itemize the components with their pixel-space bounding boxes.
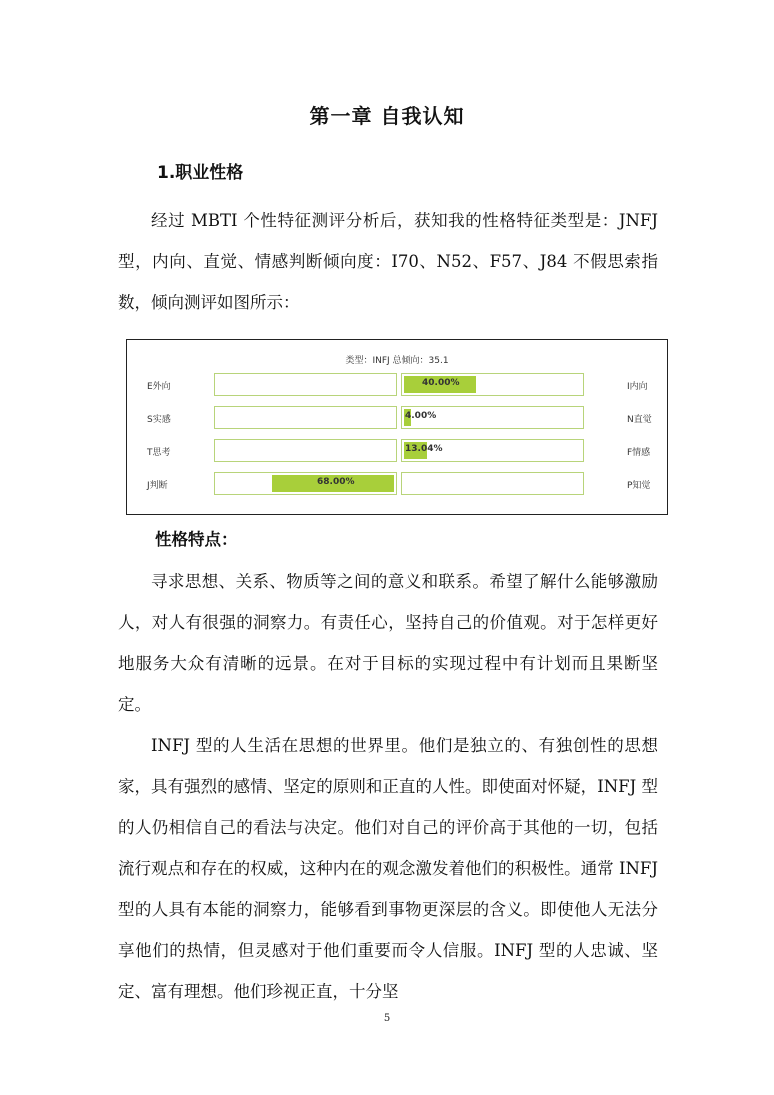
bar-box-left-ei bbox=[214, 373, 397, 396]
right-label-i: I内向 bbox=[627, 382, 648, 392]
right-label-p: P知觉 bbox=[627, 481, 651, 491]
bar-box-right-sn bbox=[401, 406, 584, 429]
page-number: 5 bbox=[383, 1013, 391, 1024]
infj-description-paragraph: INFJ 型的人生活在思想的世界里。他们是独立的、有独创性的思想家，具有强烈的感情、坚定的原则和正直的人性。即使面对怀疑，INFJ 型的人仍相信自己的看法与决定。他们对自己的评价高于其他的一切，包括流行观点和存在的权威，这种内在的观念激发着他们的积极性。通常 INFJ 型的人具有本能的洞察力，能够看到事物更深层的含义。即使他人无法分享他们的热情，但灵感对于他们重要而令人信服。INFJ 型的人忠诚、坚定、富有理想。他们珍视正直，十分坚 bbox=[118, 736, 658, 1001]
chart-row-ei bbox=[127, 373, 667, 396]
bar-box-left-tf bbox=[214, 439, 397, 462]
bar-value-label-ei: 40.00% bbox=[422, 378, 460, 388]
bar-box-right-ei bbox=[401, 373, 584, 396]
bar-value-label-tf: 13.04% bbox=[405, 444, 443, 454]
left-label-s: S实感 bbox=[147, 415, 171, 425]
left-label-e: E外向 bbox=[147, 382, 171, 392]
left-label-t: T思考 bbox=[147, 448, 171, 458]
bar-box-left-sn bbox=[214, 406, 397, 429]
chart-row-jp bbox=[127, 472, 667, 495]
intro-paragraph: 经过 MBTI 个性特征测评分析后，获知我的性格特征类型是：JNFJ 型，内向、直觉、情感判断倾向度：I70、N52、F57、J84 不假思索指数，倾向测评如图所示： bbox=[118, 211, 658, 312]
right-label-n: N直觉 bbox=[627, 415, 652, 425]
bar-value-label-jp: 68.00% bbox=[317, 477, 355, 487]
section-title: 1.职业性格 bbox=[157, 163, 244, 183]
left-label-j: J判断 bbox=[147, 481, 168, 491]
chapter-title: 第一章 自我认知 bbox=[309, 104, 465, 128]
traits-paragraph: 寻求思想、关系、物质等之间的意义和联系。希望了解什么能够激励人，对人有很强的洞察力。有责任心，坚持自己的价值观。对于怎样更好地服务大众有清晰的远景。在对于目标的实现过程中有计划而且果断坚定。 bbox=[118, 572, 658, 714]
bar-box-right-jp bbox=[401, 472, 584, 495]
chart-row-tf bbox=[127, 439, 667, 462]
mbti-chart bbox=[126, 339, 668, 515]
chart-title: 类型：INFJ 总倾向：35.1 bbox=[345, 356, 449, 366]
bar-value-label-sn: 4.00% bbox=[405, 411, 437, 421]
right-label-f: F情感 bbox=[627, 448, 651, 458]
chart-row-sn bbox=[127, 406, 667, 429]
bar-box-left-jp bbox=[214, 472, 397, 495]
bar-box-right-tf bbox=[401, 439, 584, 462]
traits-heading: 性格特点： bbox=[155, 530, 238, 549]
